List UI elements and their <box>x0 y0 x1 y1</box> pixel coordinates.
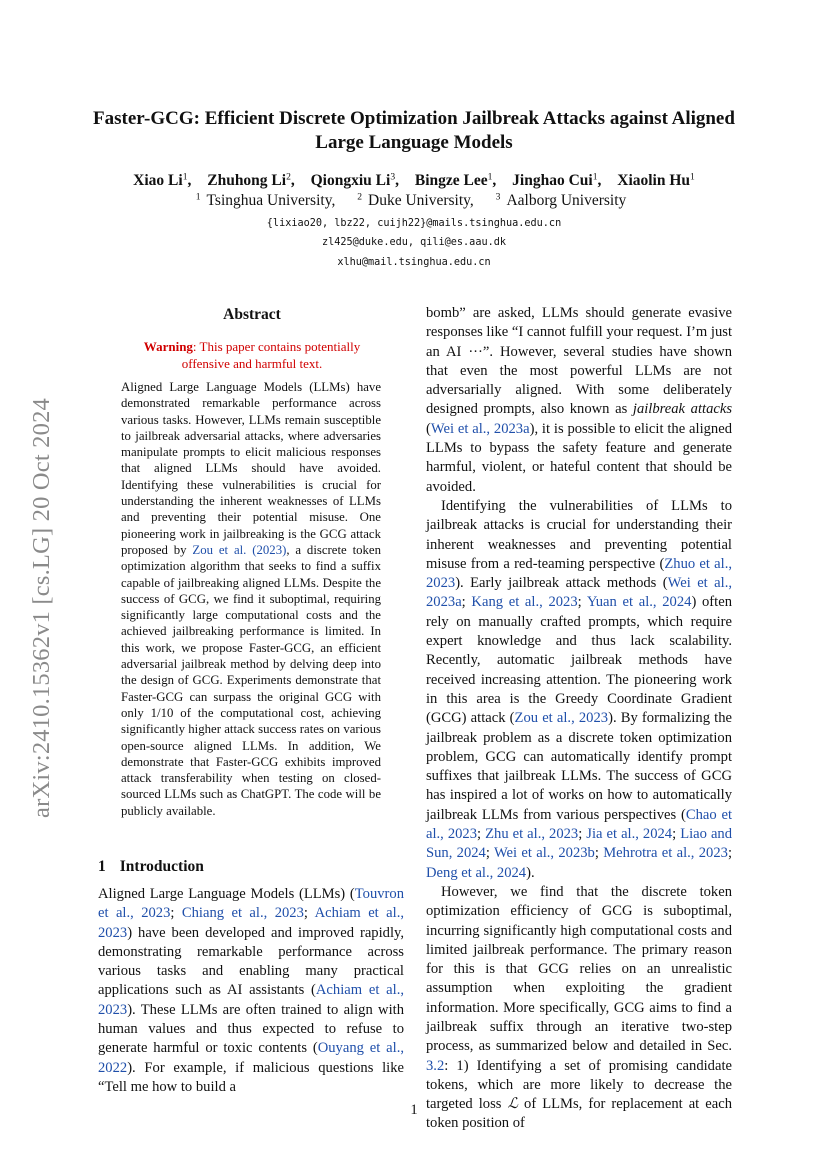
citation-link[interactable]: Zhuo et al., 2023 <box>426 555 732 592</box>
page-number: 1 <box>410 1102 418 1118</box>
affiliation-list <box>60 192 768 210</box>
email-line: xlhu@mail.tsinghua.edu.cn <box>337 257 491 268</box>
abstract-heading: Abstract <box>223 306 281 323</box>
author: Zhuhong Li$^2$, <box>207 172 295 190</box>
citation-link[interactable]: Zou et al. (2023) <box>192 542 287 557</box>
author: Qiongxiu Li$^3$, <box>310 172 399 190</box>
citation-link[interactable]: Achiam et al., 2023 <box>98 982 404 1018</box>
email-line: {lixiao20, lbz22, cuijh22}@mails.tsinghua.edu.cn <box>266 218 562 229</box>
affiliation: $^2$ Duke University, <box>357 192 474 210</box>
citation-link[interactable]: Jia et al., 2024 <box>586 826 673 843</box>
author-list <box>60 172 768 190</box>
email-line: zl425@duke.edu, qili@es.aau.dk <box>321 237 506 248</box>
section-reference-link[interactable]: 3.2 <box>426 1057 445 1074</box>
warning-label: Warning <box>143 339 193 354</box>
content-warning: Warning: This paper contains potentially offensive and harmful text. <box>143 339 361 371</box>
citation-link[interactable]: Ouyang et al., 2022 <box>98 1040 404 1076</box>
right-column-body <box>426 304 732 1134</box>
paragraph: Aligned Large Language Models (LLMs) (Touvron et al., 2023; Chiang et al., 2023; Achiam et al., 2023) have been developed and improved rapidly, demonstrating remarkable performance across various tasks and enabling many practical applications such as AI assistants (Achiam et al., 2023). These LLMs are often trained to align with human values and thus expected to refuse to generate harmful or toxic contents (Ouyang et al., 2022). For example, if malicious questions like “Tell me how to build a <box>98 886 404 1095</box>
citation-link[interactable]: Wei et al., 2023a <box>430 420 530 437</box>
left-column-body <box>98 885 404 1097</box>
citation-link[interactable]: Zou et al., 2023 <box>514 710 609 727</box>
citation-link[interactable]: Touvron et al., 2023 <box>98 886 404 922</box>
citation-link[interactable]: Wei et al., 2023b <box>493 845 595 862</box>
affiliation: $^1$ Tsinghua University, <box>195 192 336 210</box>
author: Xiaolin Hu$^1$ <box>617 172 695 190</box>
citation-link[interactable]: Liao and Sun, 2024 <box>426 826 733 862</box>
author: Bingze Lee$^1$, <box>414 172 497 190</box>
affiliation: $^3$ Aalborg University <box>495 192 627 210</box>
author: Jinghao Cui$^1$, <box>512 172 602 190</box>
citation-link[interactable]: Achiam et al., 2023 <box>98 905 404 941</box>
citation-link[interactable]: Mehrotra et al., 2023 <box>603 845 728 862</box>
citation-link[interactable]: Deng et al., 2024 <box>426 864 527 881</box>
loss-symbol: ℒ <box>507 1096 518 1113</box>
paragraph: bomb” are asked, LLMs should generate evasive responses like “I cannot fulfill your request. I’m just an AI ···”. However, several studies have shown that even the most powerful LLMs are not adversarially aligned. With some deliberately designed prompts, also known as jailbreak attacks (Wei et al., 2023a), it is possible to elicit the aligned LLMs to bypass the safety feature and generate harmful, violent, or hateful content that should be avoided. <box>426 305 732 495</box>
paragraph: Identifying the vulnerabilities of LLMs to jailbreak attacks is crucial for understanding their inherent weaknesses and preventing potential misuse from a red-teaming perspective (Zhuo et al., 2023). Early jailbreak attack methods (Wei et al., 2023a; Kang et al., 2023; Yuan et al., 2024) often rely on manually crafted prompts, which require expert knowledge and thus lack scalability. Recently, automatic jailbreak methods have received increasing attention. The pioneering work in this area is the Greedy Coordinate Gradient (GCG) attack (Zou et al., 2023). By formalizing the jailbreak problem as a discrete token optimization problem, GCG can automatically identify prompt suffixes that jailbreak LLMs. The success of GCG has inspired a lot of works on how to automatically jailbreak LLMs from various perspectives (Chao et al., 2023; Zhu et al., 2023; Jia et al., 2024; Liao and Sun, 2024; Wei et al., 2023b; Mehrotra et al., 2023; Deng et al., 2024). <box>426 497 733 881</box>
citation-link[interactable]: Kang et al., 2023 <box>471 594 578 611</box>
author: Xiao Li$^1$, <box>133 172 192 190</box>
citation-link[interactable]: Yuan et al., 2024 <box>586 594 692 611</box>
citation-link[interactable]: Chao et al., 2023 <box>426 806 732 843</box>
citation-link[interactable]: Wei et al., 2023a <box>426 575 732 611</box>
abstract-body: Aligned Large Language Models (LLMs) have demonstrated remarkable performance across various tasks. However, LLMs remain susceptible to jailbreak adversarial attacks, where adversaries manipulate prompts to elicit malicious responses that aligned LLMs should have avoided. Identifying these vulnerabilities is crucial for understanding the inherent weaknesses of LLMs and preventing their potential misuse. One pioneering work in jailbreaking is the GCG attack proposed by Zou et al. (2023), a discrete token optimization algorithm that seeks to find a suffix capable of jailbreaking aligned LLMs. Despite the success of GCG, we find it suboptimal, requiring significantly large computational costs and the achieved jailbreaking performance is limited. In this work, we propose Faster-GCG, an efficient adversarial jailbreak method by delving deep into the design of GCG. Experiments demonstrate that Faster-GCG can surpass the original GCG with only 1/10 of the computational cost, achieving significantly higher attack success rates on various open-source aligned LLMs. In addition, We demonstrate that Faster-GCG exhibits improved attack transferability when testing on closed-sourced LLMs such as ChatGPT. The code will be publicly available. <box>121 380 382 818</box>
citation-link[interactable]: Chiang et al., 2023 <box>181 905 304 922</box>
paper-title: Faster-GCG: Efficient Discrete Optimization Jailbreak Attacks against Aligned Large Language Models <box>93 108 735 153</box>
arxiv-identifier: arXiv:2410.15362v1 [cs.LG] 20 Oct 2024 <box>28 398 55 818</box>
paragraph: However, we find that the discrete token optimization efficiency of GCG is suboptimal, incurring significantly high computational costs and limited jailbreak performance. The primary reason for this is that GCG relies on an unrealistic assumption when exploiting the gradient information. More specifically, GCG aims to find a jailbreak suffix through an iterative two-step process, as summarized below and detailed in Sec. 3.2: 1) Identifying a set of promising candidate tokens, which are more likely to decrease the targeted loss ℒ of LLMs, for replacement at each token position of <box>426 883 732 1132</box>
citation-link[interactable]: Zhu et al., 2023 <box>485 826 579 843</box>
section-heading: 1 Introduction <box>98 858 204 875</box>
